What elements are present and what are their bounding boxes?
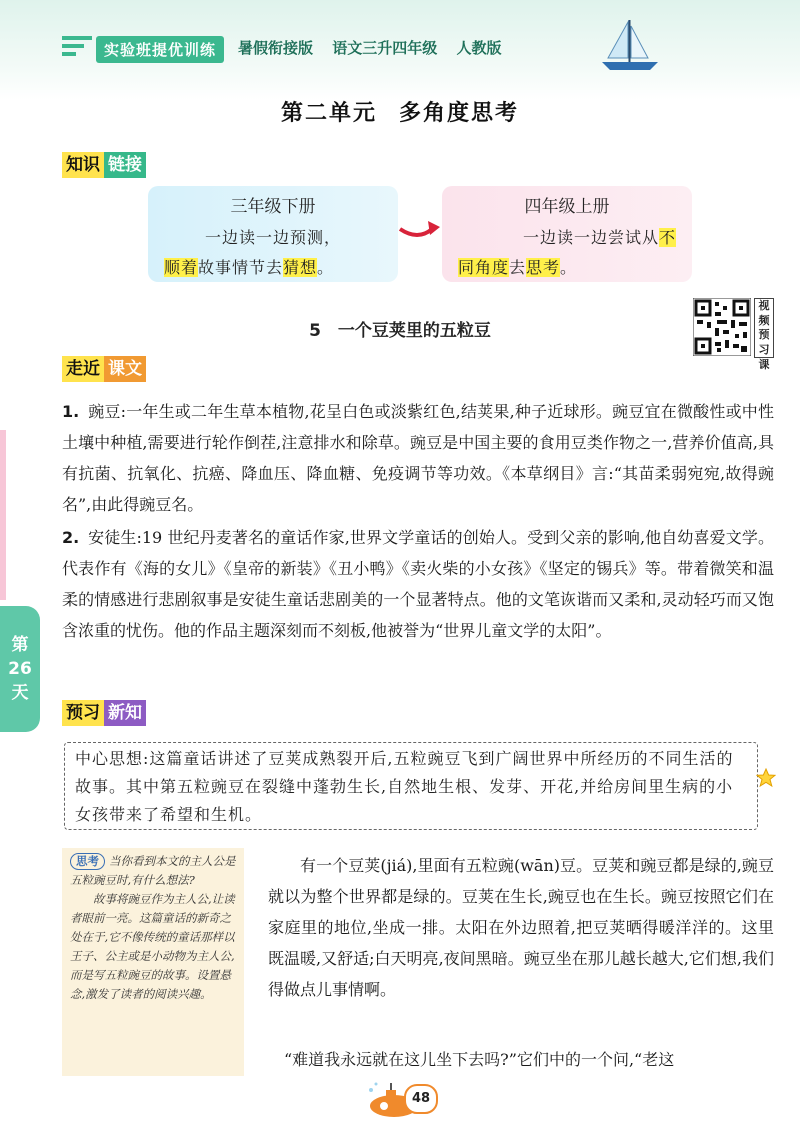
card-fragment: 去 [509,258,527,277]
unit-number: 第二单元 [280,101,377,126]
highlight: 不 [658,228,676,247]
item-number: 2. [62,528,80,547]
card-text [458,223,676,283]
item-number: 1. [62,402,80,421]
question-text: 当你看到本文的主人公是五粒豌豆时,有什么想法? [70,854,236,887]
card-fragment: 。 [560,258,578,277]
brand-name: 实验班提优训练 [96,36,224,63]
unit-theme: 多角度思考 [399,101,520,126]
video-preview-label [754,298,774,358]
header-info [238,37,516,58]
card-line [164,253,382,283]
qr-label-char: 视 [758,299,770,312]
item-text: 安徒生:19 世纪丹麦著名的童话作家,世界文学童话的创始人。受到父亲的影响,他自幼喜爱文学。代表作有《海的女儿》《皇帝的新装》《丑小鸭》《卖火柴的小女孩》《坚定的锡兵》等。带着微笑和温柔的情感进行悲剧叙事是安徒生童话悲剧美的一个显著特点。他的文笔诙谐而又柔和,灵动轻巧而又饱含浓重的忧伤。他的作品主题深刻而不刻板,他被誉为“世界儿童文学的太阳”。 [62,528,774,640]
day-tab-char: 第 [11,635,29,655]
publisher: 人教版 [456,39,502,57]
sailboat-icon [598,18,662,74]
star-icon [756,768,776,788]
item-text: 豌豆:一年生或二年生草本植物,花呈白色或淡紫红色,结荚果,种子近球形。豌豆宜在微酸性或中性土壤中种植,需要进行轮作倒茬,注意排水和除草。豌豆是中国主要的食用豆类作物之一,营养价值高,具有抗菌、抗氧化、抗癌、降血压、降血糖、免疫调节等功效。《本草纲目》言:“其苗柔弱宛宛,故得豌名”,由此得豌豆名。 [62,402,774,514]
qr-label-char: 习 [758,342,770,356]
side-note-question [70,852,236,890]
label-part-a: 走近 [62,356,104,382]
side-note [62,848,244,1076]
highlight: 顺着 [164,258,199,277]
card-text [164,223,382,283]
story-paragraph-2: “难道我永远就在这儿坐下去吗?”它们中的一个问,“老这 [284,1050,675,1069]
knowledge-link-label [62,152,146,178]
edition: 暑假衔接版 [238,39,314,57]
page-number: 48 [404,1084,438,1114]
highlight: 猜想 [283,258,318,277]
card-line [458,223,676,253]
card-title: 四年级上册 [524,197,610,217]
subject: 语文三升四年级 [332,39,438,57]
approach-text-label [62,356,146,382]
qr-label-char: 预 [758,328,770,341]
card-fragment: 。 [317,258,335,277]
side-note-answer: 故事将豌豆作为主人公,让读者眼前一亮。这篇童话的新奇之处在于,它不像传统的童话那样以王子、公主或是小动物为主人公,而是写五粒豌豆的故事。设置悬念,激发了读者的阅读兴趣。 [70,892,235,1001]
unit-title [0,96,800,127]
label-part-a: 预习 [62,700,104,726]
central-idea-box: 中心思想:这篇童话讲述了豆荚成熟裂开后,五粒豌豆飞到广阔世界中所经历的不同生活的故事。其中第五粒豌豆在裂缝中蓬勃生长,自然地生根、发芽、开花,并给房间里生病的小女孩带来了希望和生机。 [64,742,758,830]
page-edge-stripe [0,430,6,600]
arrow-right-icon [396,215,442,245]
think-tag: 思考 [70,853,105,870]
card-fragment: 故事情节去 [198,258,284,277]
note-item-1 [62,396,774,520]
label-part-a: 知识 [62,152,104,178]
grade3-card [148,186,398,282]
card-title: 三年级下册 [230,197,316,217]
card-fragment: 一边读一边尝试从 [522,228,659,247]
day-tab [0,606,40,732]
qr-label-char: 课 [758,358,770,371]
label-part-b: 新知 [104,700,146,726]
label-part-b: 课文 [104,356,146,382]
card-line [458,253,676,283]
highlight: 思考 [526,258,561,277]
qr-code-icon[interactable] [693,298,751,356]
lesson-title: 5 一个豆荚里的五粒豆 [309,321,491,341]
grade4-card [442,186,692,282]
story-paragraph-1: 有一个豆荚(jiá),里面有五粒豌(wān)豆。豆荚和豌豆都是绿的,豌豆就以为整个世界都是绿的。豆荚在生长,豌豆也在生长。豌豆按照它们在家庭里的地位,坐成一排。太阳在外边照着,把豆荚晒得暖洋洋的。这里既温暖,又舒适;白天明亮,夜间黑暗。豌豆坐在那儿越长越大,它们想,我们得做点儿事情啊。 [268,856,774,999]
highlight: 同角度 [458,258,510,277]
card-line: 一边读一边预测， [204,228,341,247]
day-number: 26 [8,659,32,679]
label-part-b: 链接 [104,152,146,178]
note-item-2 [62,522,774,646]
brand-logo-icon [62,34,96,56]
preview-label [62,700,146,726]
day-tab-char: 天 [11,683,29,703]
qr-label-char: 频 [758,313,770,327]
